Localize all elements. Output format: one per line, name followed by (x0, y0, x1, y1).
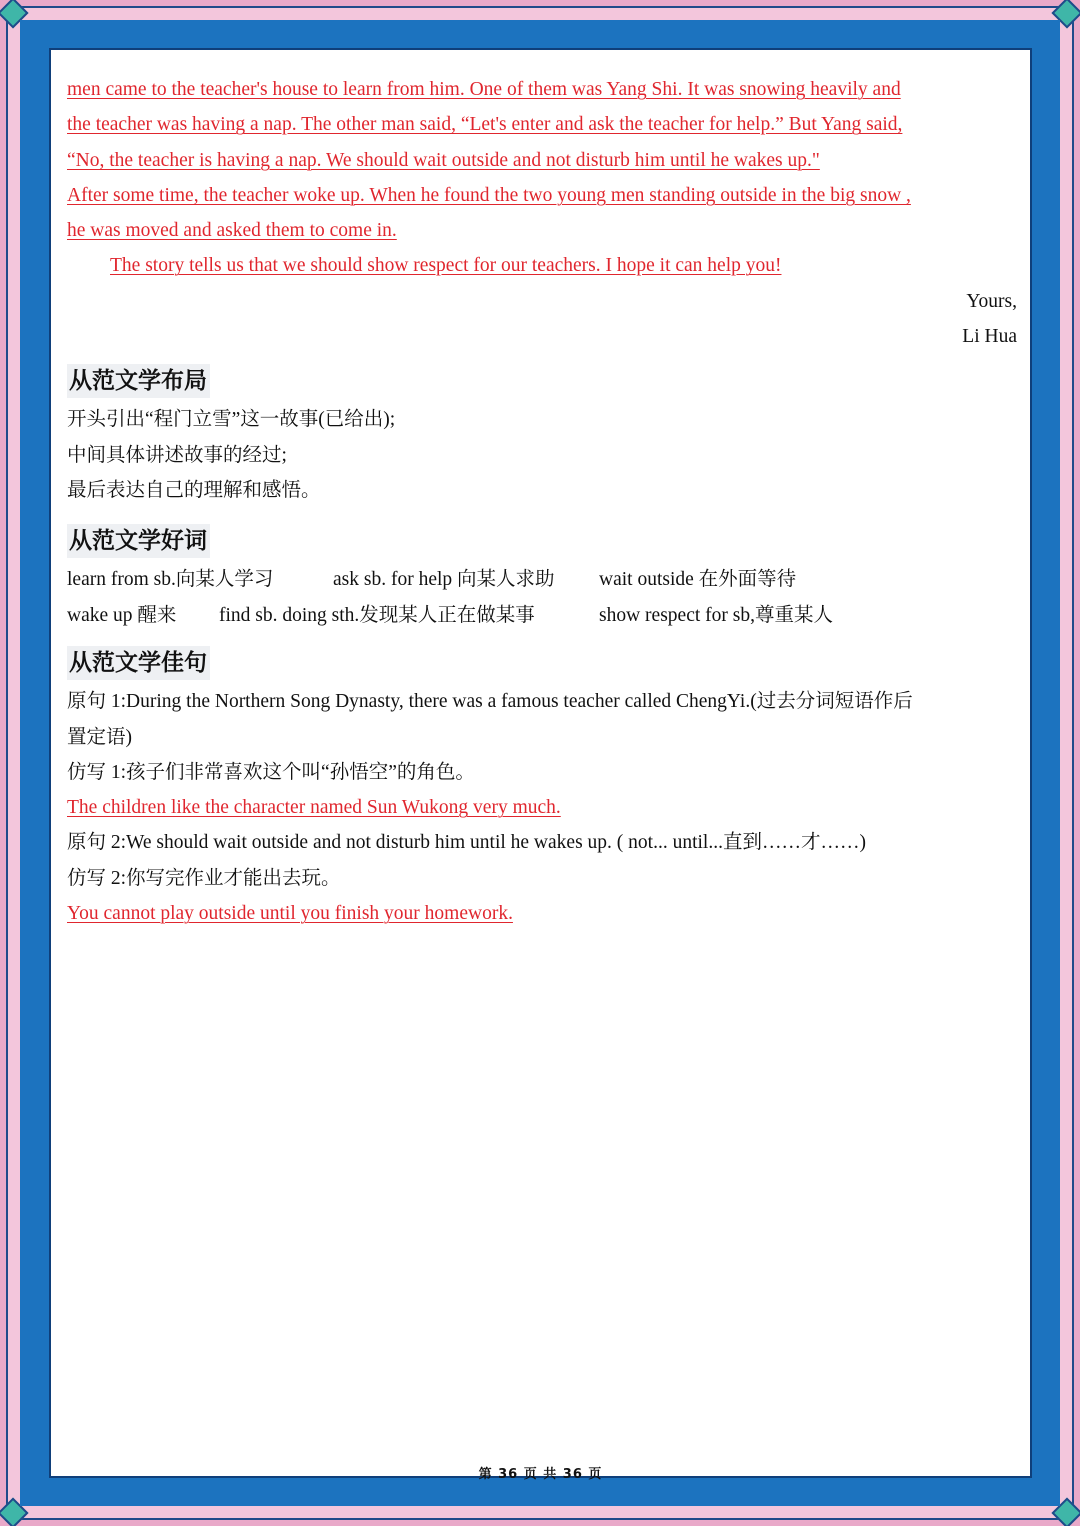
imitation-prompt-1: 仿写 1:孩子们非常喜欢这个叫“孙悟空”的角色。 (67, 761, 475, 783)
vocab-item: show respect for sb,尊重某人 (599, 605, 833, 627)
page-content (67, 72, 1017, 931)
letter-line: men came to the teacher's house to learn from him. One of them was Yang Shi. It was snowing heavily and (67, 79, 901, 100)
original-sentence-2: 原句 2:We should wait outside and not disturb him until he wakes up. ( not... until...直到……才……) (67, 832, 866, 854)
document-page (49, 48, 1032, 1482)
section-heading: 从范文学布局 (67, 364, 210, 398)
layout-item: 中间具体讲述故事的经过; (67, 444, 287, 466)
imitation-answer-2: You cannot play outside until you finish your homework. (67, 903, 513, 925)
letter-conclusion: The story tells us that we should show respect for our teachers. I hope it can help you! (110, 255, 782, 277)
page-number: 第 36 页 共 36 页 (478, 1467, 603, 1482)
letter-line: the teacher was having a nap. The other man said, “Let's enter and ask the teacher for help.” But Yang said, (67, 114, 903, 136)
imitation-answer-1: The children like the character named Sun Wukong very much. (67, 797, 561, 819)
vocab-item: wait outside 在外面等待 (599, 569, 797, 591)
letter-line: After some time, the teacher woke up. When he found the two young men standing outside in the big snow , (67, 184, 911, 206)
vocab-row (67, 562, 1017, 598)
words-section (67, 514, 1017, 634)
vocab-item: ask sb. for help 向某人求助 (333, 569, 555, 591)
model-letter (67, 72, 1017, 354)
sentences-section (67, 636, 1017, 931)
letter-line: he was moved and asked them to come in. (67, 220, 397, 242)
layout-section (67, 354, 1017, 508)
section-heading: 从范文学佳句 (67, 646, 210, 680)
layout-item: 开头引出“程门立雪”这一故事(已给出); (67, 409, 396, 431)
letter-closing: Yours, (966, 290, 1017, 312)
section-heading: 从范文学好词 (67, 524, 210, 558)
imitation-prompt-2: 仿写 2:你写完作业才能出去玩。 (67, 867, 341, 889)
letter-line: “No, the teacher is having a nap. We should wait outside and not disturb him until he wakes up." (67, 149, 820, 171)
vocab-item: wake up 醒来 (67, 605, 177, 627)
original-sentence-1: 原句 1:During the Northern Song Dynasty, there was a famous teacher called ChengYi.(过去分词短语作后 (67, 691, 913, 713)
layout-item: 最后表达自己的理解和感悟。 (67, 479, 321, 501)
original-sentence-1-note: 置定语) (67, 726, 132, 748)
vocab-item: find sb. doing sth.发现某人正在做某事 (219, 605, 535, 627)
letter-signature: Li Hua (962, 326, 1017, 348)
vocab-item: learn from sb.向某人学习 (67, 569, 274, 591)
vocab-row (67, 598, 1017, 634)
